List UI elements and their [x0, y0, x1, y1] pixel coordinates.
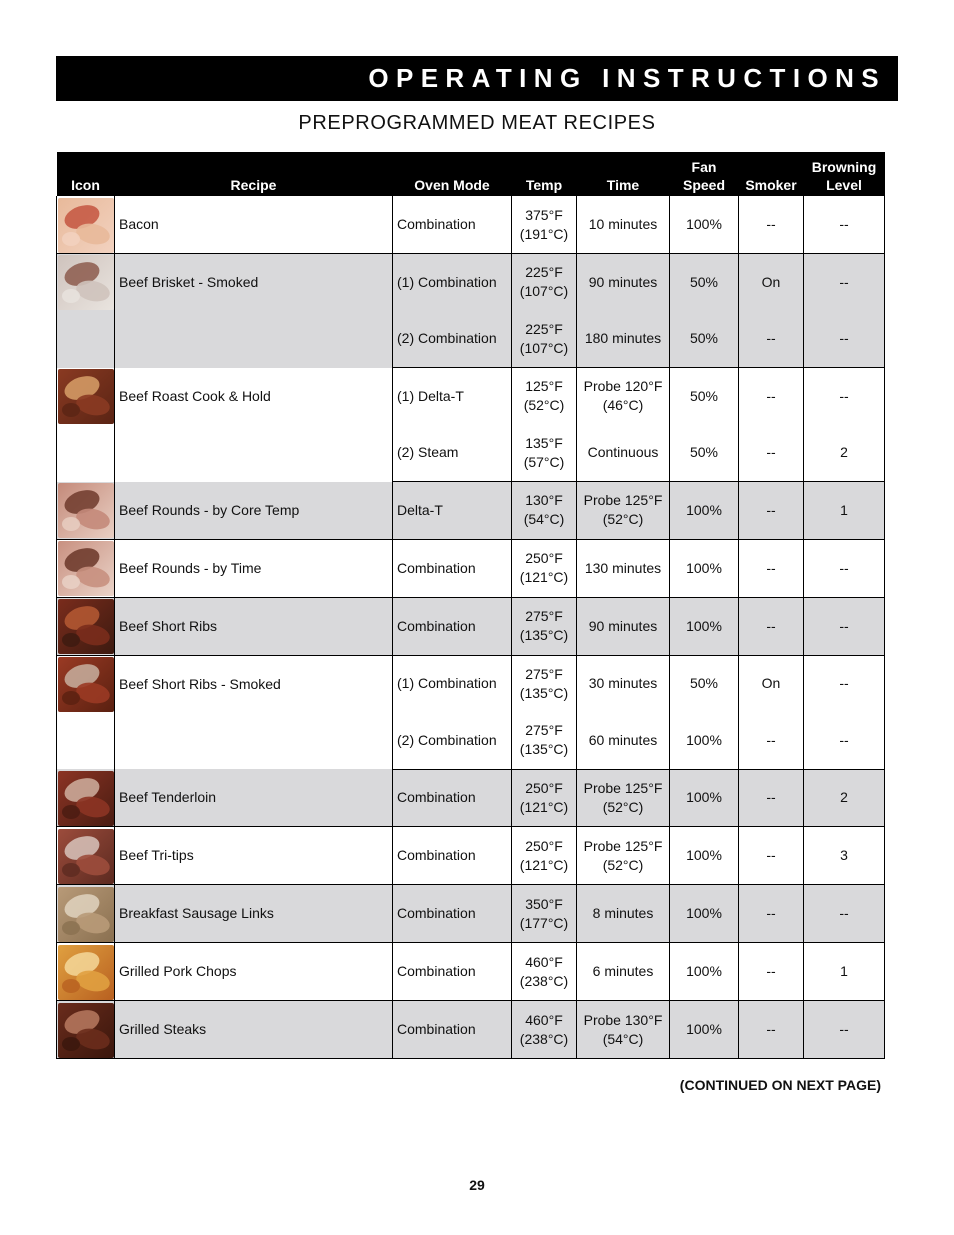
temp-c: (238°C) [519, 972, 569, 989]
time [577, 254, 670, 311]
time-line1: Continuous [587, 444, 659, 461]
temp-f: 225°F [525, 264, 563, 281]
temp-c: (238°C) [519, 1030, 569, 1047]
recipe-icon-cell [57, 769, 115, 827]
temp [512, 885, 577, 943]
time [577, 425, 670, 482]
beef-tri-tips-icon [58, 829, 114, 884]
table-row [57, 368, 885, 425]
recipe-name [115, 943, 393, 1001]
browning-level: 2 [804, 769, 885, 827]
smoker: -- [739, 368, 804, 425]
time-line1: 90 minutes [588, 273, 658, 290]
recipe-icon-cell [57, 254, 115, 368]
temp-f: 135°F [525, 434, 563, 451]
recipe-name-text: Grilled Pork Chops [119, 963, 237, 979]
time-line1: Probe 125°F [583, 837, 663, 854]
recipe-name-text: Beef Tri-tips [119, 847, 194, 863]
recipe-name-text: Beef Brisket - Smoked [119, 274, 259, 290]
oven-mode: Combination [393, 1001, 512, 1059]
oven-mode: Combination [393, 885, 512, 943]
recipe-icon-cell [57, 539, 115, 597]
smoker: -- [739, 712, 804, 769]
time-line1: Probe 125°F [583, 492, 663, 509]
bacon-icon [58, 198, 114, 253]
temp-f: 275°F [525, 608, 563, 624]
fan-speed: 100% [670, 539, 739, 597]
fan-speed: 100% [670, 885, 739, 943]
recipe-name-text: Beef Rounds - by Time [119, 559, 262, 576]
smoker: -- [739, 1001, 804, 1059]
beef-rounds-time-icon [58, 541, 114, 596]
table-row [57, 885, 885, 943]
table-row [57, 943, 885, 1001]
browning-level: -- [804, 254, 885, 311]
browning-level: -- [804, 539, 885, 597]
temp-f: 250°F [525, 837, 563, 854]
smoker: -- [739, 943, 804, 1001]
time-line1: Probe 125°F [583, 779, 663, 796]
oven-mode: Delta-T [393, 482, 512, 540]
fan-speed: 50% [670, 425, 739, 482]
temp [512, 254, 577, 311]
fan-speed: 50% [670, 311, 739, 368]
smoker: On [739, 254, 804, 311]
temp-c: (135°C) [519, 684, 569, 701]
recipe-name [115, 368, 393, 482]
temp-c: (177°C) [519, 914, 569, 931]
temp-f: 375°F [525, 206, 563, 223]
time-line1: 30 minutes [588, 675, 658, 692]
temp [512, 827, 577, 885]
col-header-recipe: Recipe [115, 152, 393, 196]
recipe-icon-cell [57, 597, 115, 655]
oven-mode: (1) Combination [393, 254, 512, 311]
temp [512, 368, 577, 425]
continued-note: (CONTINUED ON NEXT PAGE) [679, 1077, 881, 1093]
table-row [57, 1001, 885, 1059]
temp-c: (121°C) [519, 569, 569, 585]
fan-speed: 100% [670, 597, 739, 655]
temp [512, 425, 577, 482]
time-line1: 60 minutes [588, 731, 658, 748]
page-subtitle: PREPROGRAMMED MEAT RECIPES [298, 112, 656, 134]
col-header-browning-level [804, 152, 885, 196]
temp-f: 460°F [525, 953, 563, 970]
recipe-name-text: Beef Tenderloin [119, 789, 217, 805]
col-header-icon: Icon [57, 152, 115, 196]
time-line2: (52°C) [602, 798, 644, 815]
page-number: 29 [469, 1177, 485, 1193]
time [577, 769, 670, 827]
recipe-icon-cell [57, 943, 115, 1001]
smoker: -- [739, 196, 804, 254]
smoker: -- [739, 482, 804, 540]
temp-c: (54°C) [523, 511, 565, 528]
beef-short-ribs-smoked-icon [58, 657, 114, 712]
oven-mode: Combination [393, 769, 512, 827]
fan-speed: 100% [670, 943, 739, 1001]
time [577, 655, 670, 712]
col-header-browning-line1: Browning [811, 159, 877, 175]
recipe-icon-cell [57, 655, 115, 769]
temp-c: (135°C) [519, 627, 569, 643]
oven-mode: Combination [393, 196, 512, 254]
time-line1: 90 minutes [588, 617, 658, 634]
beef-brisket-icon [58, 255, 114, 310]
recipe-icon-cell [57, 368, 115, 482]
recipe-name [115, 655, 393, 769]
table-row [57, 196, 885, 254]
recipe-name [115, 254, 393, 368]
col-header-fan-speed [670, 152, 739, 196]
temp-c: (135°C) [519, 741, 569, 758]
time-line1: Probe 120°F [583, 378, 663, 395]
recipe-name-text: Bacon [119, 216, 159, 232]
recipe-icon-cell [57, 827, 115, 885]
browning-level: -- [804, 712, 885, 769]
col-header-fan-speed-line2: Speed [682, 177, 725, 193]
temp [512, 539, 577, 597]
fan-speed: 100% [670, 482, 739, 540]
col-header-fan-speed-line1: Fan [691, 159, 717, 175]
time [577, 1001, 670, 1059]
pork-chops-icon [58, 945, 114, 1000]
col-header-smoker: Smoker [739, 152, 804, 196]
temp-f: 275°F [525, 665, 563, 682]
fan-speed: 100% [670, 712, 739, 769]
fan-speed: 100% [670, 1001, 739, 1059]
time-line2: (54°C) [602, 1030, 644, 1047]
fan-speed: 50% [670, 368, 739, 425]
recipe-name [115, 827, 393, 885]
table-row [57, 827, 885, 885]
temp-f: 275°F [525, 722, 563, 739]
recipe-icon-cell [57, 482, 115, 540]
beef-roast-icon [58, 369, 114, 424]
section-title: OPERATING INSTRUCTIONS [368, 63, 886, 93]
browning-level: -- [804, 368, 885, 425]
recipe-name [115, 539, 393, 597]
time-line1: 180 minutes [584, 330, 662, 347]
fan-speed: 100% [670, 827, 739, 885]
fan-speed: 100% [670, 196, 739, 254]
time-line2: (52°C) [602, 511, 644, 528]
recipe-icon-cell [57, 196, 115, 254]
browning-level: 3 [804, 827, 885, 885]
smoker: -- [739, 827, 804, 885]
time [577, 311, 670, 368]
temp-c: (107°C) [519, 339, 569, 356]
beef-tenderloin-icon [58, 771, 114, 826]
time-line1: 130 minutes [584, 559, 662, 576]
browning-level: -- [804, 597, 885, 655]
recipe-icon-cell [57, 885, 115, 943]
temp-f: 250°F [525, 779, 563, 796]
temp [512, 655, 577, 712]
recipe-name [115, 1001, 393, 1059]
oven-mode: (1) Delta-T [393, 368, 512, 425]
time-line2: (52°C) [602, 856, 644, 873]
col-header-browning-line2: Level [826, 177, 862, 193]
time [577, 597, 670, 655]
time [577, 943, 670, 1001]
recipe-name [115, 196, 393, 254]
temp [512, 311, 577, 368]
recipe-name-text: Beef Roast Cook & Hold [119, 387, 271, 404]
table-header-row [57, 152, 885, 196]
temp [512, 482, 577, 540]
browning-level: -- [804, 1001, 885, 1059]
oven-mode: Combination [393, 827, 512, 885]
temp [512, 196, 577, 254]
table-row [57, 254, 885, 311]
time-line2: (46°C) [602, 397, 644, 414]
temp [512, 769, 577, 827]
oven-mode: (2) Steam [393, 425, 512, 482]
oven-mode: Combination [393, 539, 512, 597]
fan-speed: 100% [670, 769, 739, 827]
temp [512, 597, 577, 655]
fan-speed: 50% [670, 254, 739, 311]
beef-short-ribs-icon [58, 599, 114, 654]
smoker: On [739, 655, 804, 712]
smoker: -- [739, 885, 804, 943]
time [577, 712, 670, 769]
col-header-temp: Temp [512, 152, 577, 196]
browning-level: -- [804, 655, 885, 712]
meat-recipes-table [56, 152, 885, 1059]
table-row [57, 769, 885, 827]
recipe-name-text: Beef Short Ribs - Smoked [119, 675, 281, 692]
smoker: -- [739, 539, 804, 597]
time [577, 827, 670, 885]
time [577, 196, 670, 254]
time-line1: Probe 130°F [583, 1011, 663, 1028]
browning-level: 2 [804, 425, 885, 482]
time [577, 482, 670, 540]
time-line1: 6 minutes [592, 963, 654, 979]
temp-c: (57°C) [523, 453, 565, 470]
smoker: -- [739, 425, 804, 482]
time [577, 885, 670, 943]
temp-f: 350°F [525, 895, 563, 912]
temp-f: 250°F [525, 550, 563, 566]
recipe-icon-cell [57, 1001, 115, 1059]
oven-mode: (1) Combination [393, 655, 512, 712]
recipe-name-text: Beef Rounds - by Core Temp [119, 501, 300, 518]
browning-level: 1 [804, 943, 885, 1001]
smoker: -- [739, 769, 804, 827]
temp-c: (121°C) [519, 798, 569, 815]
recipe-name [115, 482, 393, 540]
recipe-name [115, 597, 393, 655]
browning-level: -- [804, 885, 885, 943]
time [577, 368, 670, 425]
browning-level: 1 [804, 482, 885, 540]
oven-mode: (2) Combination [393, 712, 512, 769]
table-row [57, 597, 885, 655]
table-row [57, 482, 885, 540]
temp [512, 943, 577, 1001]
smoker: -- [739, 311, 804, 368]
recipe-name-text: Grilled Steaks [119, 1021, 207, 1037]
section-banner [56, 56, 898, 101]
temp-f: 225°F [525, 320, 563, 337]
browning-level: -- [804, 196, 885, 254]
grilled-steaks-icon [58, 1003, 114, 1058]
table-row [57, 655, 885, 712]
temp-f: 130°F [525, 492, 563, 509]
temp [512, 712, 577, 769]
time-line1: 8 minutes [592, 905, 654, 921]
oven-mode: (2) Combination [393, 311, 512, 368]
col-header-oven-mode: Oven Mode [393, 152, 512, 196]
recipe-name-text: Breakfast Sausage Links [119, 905, 274, 921]
temp-f: 125°F [525, 378, 563, 395]
temp [512, 1001, 577, 1059]
recipe-rows [57, 196, 885, 1059]
temp-c: (121°C) [519, 856, 569, 873]
recipe-name [115, 885, 393, 943]
recipe-name-text: Beef Short Ribs [119, 617, 218, 634]
col-header-time: Time [577, 152, 670, 196]
temp-c: (107°C) [519, 283, 569, 300]
beef-rounds-icon [58, 483, 114, 538]
time [577, 539, 670, 597]
sausage-links-icon [58, 887, 114, 942]
oven-mode: Combination [393, 943, 512, 1001]
temp-c: (191°C) [519, 225, 569, 242]
oven-mode: Combination [393, 597, 512, 655]
time-line1: 10 minutes [588, 216, 658, 232]
temp-c: (52°C) [523, 397, 565, 414]
table-row [57, 539, 885, 597]
recipe-name [115, 769, 393, 827]
browning-level: -- [804, 311, 885, 368]
fan-speed: 50% [670, 655, 739, 712]
smoker: -- [739, 597, 804, 655]
temp-f: 460°F [525, 1011, 563, 1028]
